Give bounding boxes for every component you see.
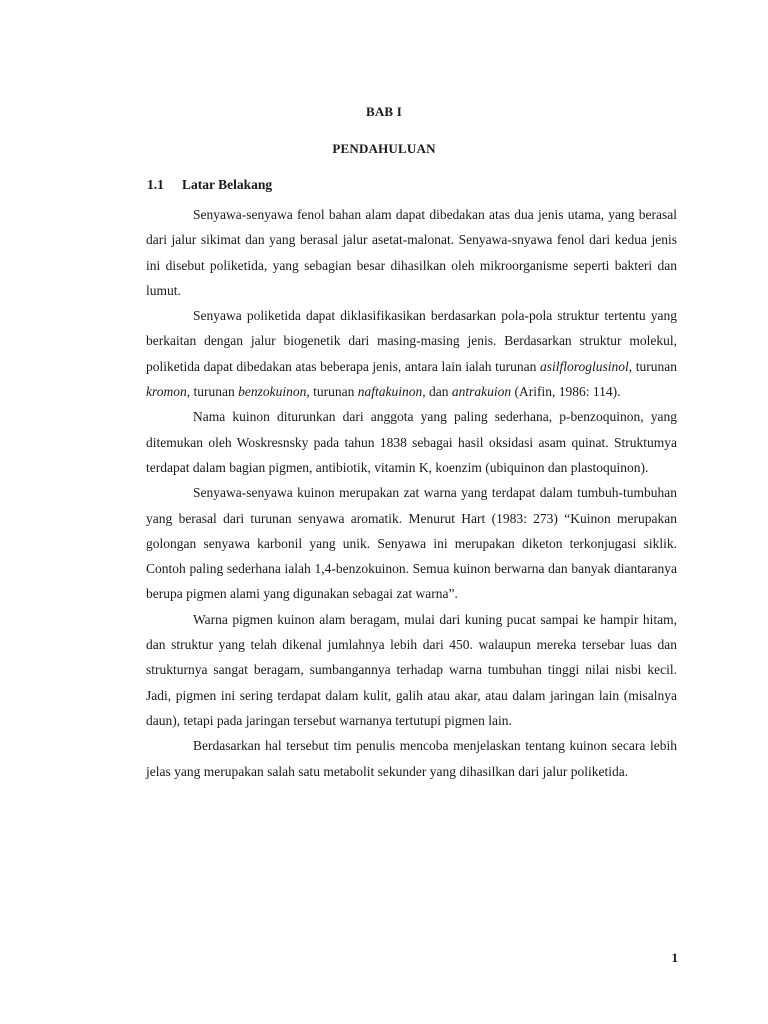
paragraph-5: Warna pigmen kuinon alam beragam, mulai dari kuning pucat sampai ke hampir hitam, dan struktur yang telah dikenal jumlahnya lebih dari 450. walaupun mereka tersebar luas dan strukturnya sangat beragam, sumbangannya terhadap warna tumbuhan tinggi nilai nisbi kecil. Jadi, pigmen ini sering terdapat dalam kulit, galih atau akar, atau dalam jaringan lain (misalnya daun), tetapi pada jaringan tersebut warnanya tertutupi pigmen lain.	[146, 611, 677, 728]
term-benzokuinon: benzokuinon	[238, 384, 307, 400]
chapter-title: PENDAHULUAN	[332, 141, 436, 156]
paragraph-3: Nama kuinon diturunkan dari anggota yang paling sederhana, p-benzoquinon, yang ditemukan oleh Woskresnsky pada tahun 1838 sebagai hasil oksidasi asam quinat. Struktumya terdapat dalam bagian pigmen, antibiotik, vitamin K, koenzim (ubiquinon dan plastoquinon).	[146, 409, 677, 475]
term-naftakuinon: naftakuinon	[357, 384, 423, 400]
separator: , turunan	[186, 384, 239, 400]
section-title: Latar Belakang	[182, 177, 273, 192]
section-number: 1.1	[147, 177, 164, 192]
separator: , turunan	[306, 384, 358, 400]
term-asilfloroglusinol: asilfloroglusinol	[540, 358, 629, 374]
paragraph-4: Senyawa-senyawa kuinon merupakan zat warna yang terdapat dalam tumbuh-tumbuhan yang berasal dari turunan senyawa aromatik. Menurut Hart (1983: 273) “Kuinon merupakan golongan senyawa karbonil yang unik. Senyawa ini merupakan diketon terkonjugasi siklik. Contoh paling sederhana ialah 1,4-benzokuinon. Semua kuinon berwarna dan banyak diantaranya berupa pigmen alami yang digunakan sebagai zat warna”.	[146, 485, 677, 602]
paragraph-1: Senyawa-senyawa fenol bahan alam dapat dibedakan atas dua jenis utama, yang berasal dari jalur sikimat dan yang berasal jalur asetat-malonat. Senyawa-snyawa fenol dari kedua jenis ini disebut poliketida, yang sebagian besar dihasilkan oleh mikroorganisme seperti bakteri dan lumut.	[146, 207, 677, 298]
paragraph-2-text: Senyawa poliketida dapat diklasifikasikan berdasarkan pola-pola struktur tertentu yang berkaitan dengan jalur biogenetik dari masing-masing jenis. Berdasarkan struktur molekul, poliketida dapat dibedakan atas beberapa jenis, antara lain ialah turunan	[146, 308, 677, 374]
paragraph-2	[146, 303, 677, 404]
paragraph-6: Berdasarkan hal tersebut tim penulis mencoba menjelaskan tentang kuinon secara lebih jelas yang merupakan salah satu metabolit sekunder yang dihasilkan dari jalur poliketida.	[146, 738, 677, 779]
term-kromon: kromon	[146, 384, 187, 400]
term-antrakuion: antrakuion	[451, 384, 512, 400]
separator: , turunan	[628, 358, 677, 374]
body-text	[146, 202, 677, 784]
section-heading	[147, 177, 272, 193]
citation: (Arifin, 1986: 114).	[511, 384, 621, 400]
page-number: 1	[671, 950, 678, 965]
separator: , dan	[422, 384, 452, 400]
chapter-number: BAB I	[365, 104, 403, 119]
